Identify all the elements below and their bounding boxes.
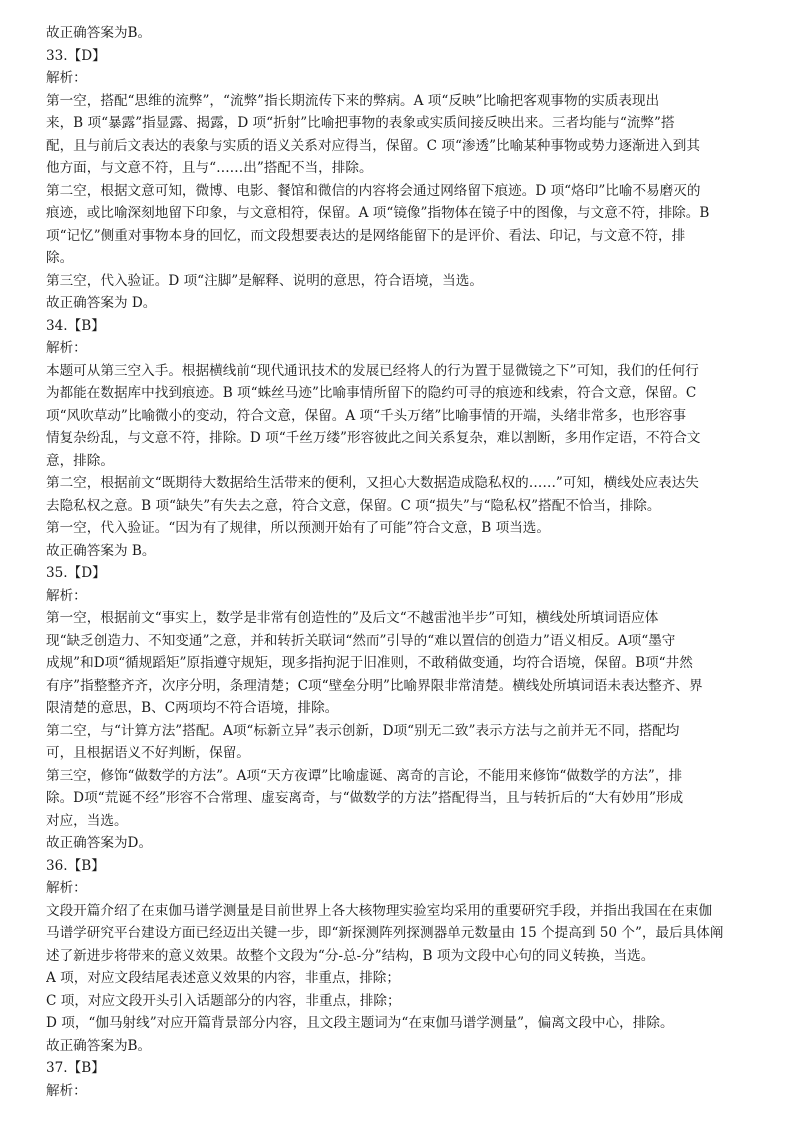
- text-line: 第三空，代入验证。D 项“注脚”是解释、说明的意思，符合语境，当选。: [46, 272, 483, 289]
- text-line: 37.【B】: [46, 1060, 105, 1076]
- text-line: 痕迹，或比喻深刻地留下印象，与文意相符，保留。A 项“镜像”指物体在镜子中的图像，与文意不符，排除。B: [46, 205, 710, 221]
- text-line: 第二空，根据前文“既期待大数据给生活带来的便利，又担心大数据造成隐私权的……”可知，横线处应表达失: [46, 475, 699, 491]
- text-line: 可，且根据语义不好判断，保留。: [46, 745, 250, 761]
- text-line: 述了新进步将带来的意义效果。故整个文段为“分-总-分”结构，B 项为文段中心句的同义转换，当选。: [46, 947, 655, 964]
- text-line: 项“记忆”侧重对事物本身的回忆，而文段想要表达的是网络能留下的是评价、看法、印记，与文意不符，排: [46, 227, 686, 244]
- text-line: 解析：: [46, 587, 87, 604]
- text-line: A 项，对应文段结尾表述意义效果的内容，非重点，排除；: [46, 970, 400, 986]
- text-line: C 项，对应文段开头引入话题部分的内容，非重点，排除；: [46, 992, 401, 1009]
- text-line: 限清楚的意思，B、C两项均不符合语境，排除。: [46, 700, 339, 716]
- text-line: 第二空，根据文意可知，微博、电影、餐馆和微信的内容将会通过网络留下痕迹。D 项“烙印”比喻不易磨灭的: [46, 182, 701, 199]
- text-line: 为都能在数据库中找到痕迹。B 项“蛛丝马迹”比喻事情所留下的隐约可寻的痕迹和线索，符合文意，保留。C: [46, 385, 697, 401]
- text-line: 去隐私权之意。B 项“缺失”有失去之意，符合文意，保留。C 项“损失”与“隐私权”搭配不恰当，排除。: [46, 497, 661, 514]
- text-line: D 项，“伽马射线”对应开篇背景部分内容，且文段主题词为“在束伽马谱学测量”，偏离文段中心，排除。: [46, 1015, 674, 1031]
- text-line: 配，且与前后文表达的表象与实质的语义关系对应得当，保留。C 项“渗透”比喻某种事物或势力逐渐进入到其: [46, 137, 700, 154]
- text-line: 34.【B】: [46, 317, 105, 334]
- text-line: 有序”指整整齐齐，次序分明，条理清楚；C项“壁垒分明”比喻界限非常清楚。横线处所填词语未表达整齐、界: [46, 677, 703, 694]
- text-line: 来，B 项“暴露”指显露、揭露，D 项“折射”比喻把事物的表象或实质间接反映出来。三者均能与“流弊”搭: [46, 115, 675, 131]
- text-line: 马谱学研究平台建设方面已经迈出关键一步，即“新探测阵列探测器单元数量由 15 个提高到 50 个”，最后具体阐: [46, 925, 724, 941]
- text-line: 情复杂纷乱，与文意不符，排除。D 项“千丝万缕”形容彼此之间关系复杂，难以割断，多用作定语，不符合文: [46, 430, 701, 446]
- text-line: 故正确答案为B。: [46, 25, 152, 41]
- document-page: [46, 22, 758, 1102]
- text-line: 第二空，与“计算方法”搭配。A项“标新立异”表示创新，D项“别无二致”表示方法与之前并无不同，搭配均: [46, 722, 680, 739]
- text-line: 现“缺乏创造力、不知变通”之意，并和转折关联词“然而”引导的“难以置信的创造力”语义相反。A项“墨守: [46, 632, 676, 649]
- text-line: 本题可从第三空入手。根据横线前“现代通讯技术的发展已经将人的行为置于显微镜之下”可知，我们的任何行: [46, 362, 699, 379]
- text-line: 第三空，修饰“做数学的方法”。A项“天方夜谭”比喻虚诞、离奇的言论，不能用来修饰“做数学的方法”，排: [46, 767, 683, 784]
- text-line: 故正确答案为B。: [46, 1037, 152, 1054]
- text-line: 除。: [46, 250, 74, 266]
- text-line: 除。D项“荒诞不经”形容不合常理、虚妄离奇，与“做数学的方法”搭配得当，且与转折后的“大有妙用”形成: [46, 790, 684, 806]
- text-line: 故正确答案为 D。: [46, 295, 157, 311]
- text-line: 第一空，搭配“思维的流弊”，“流弊”指长期流传下来的弊病。A 项“反映”比喻把客观事物的实质表现出: [46, 92, 660, 109]
- text-line: 第一空，代入验证。“因为有了规律，所以预测开始有了可能”符合文意，B 项当选。: [46, 520, 550, 536]
- text-line: 解析：: [46, 340, 87, 356]
- text-line: 解析：: [46, 880, 87, 896]
- text-line: 对应，当选。: [46, 812, 128, 829]
- text-line: 故正确答案为D。: [46, 835, 153, 851]
- text-line: 他方面，与文意不符，且与“……出”搭配不当，排除。: [46, 160, 373, 176]
- text-line: 第一空，根据前文“事实上，数学是非常有创造性的”及后文“不越雷池半步”可知，横线处所填词语应体: [46, 610, 659, 626]
- text-line: 故正确答案为 B。: [46, 542, 156, 559]
- text-line: 35.【D】: [46, 565, 106, 581]
- text-line: 解析：: [46, 70, 87, 86]
- text-line: 33.【D】: [46, 47, 106, 64]
- text-line: 项“风吹草动”比喻微小的变动，符合文意，保留。A 项“千头万绪”比喻事情的开端，头绪非常多，也形容事: [46, 407, 687, 424]
- text-line: 成规”和D项“循规蹈矩”原指遵守规矩，现多指拘泥于旧准则，不敢稍做变通，均符合语境，保留。B项“井然: [46, 655, 693, 671]
- text-line: 解析：: [46, 1082, 87, 1099]
- text-line: 文段开篇介绍了在束伽马谱学测量是目前世界上各大核物理实验室均采用的重要研究手段，并指出我国在在束伽: [46, 902, 713, 919]
- text-line: 36.【B】: [46, 857, 105, 874]
- text-line: 意，排除。: [46, 452, 114, 469]
